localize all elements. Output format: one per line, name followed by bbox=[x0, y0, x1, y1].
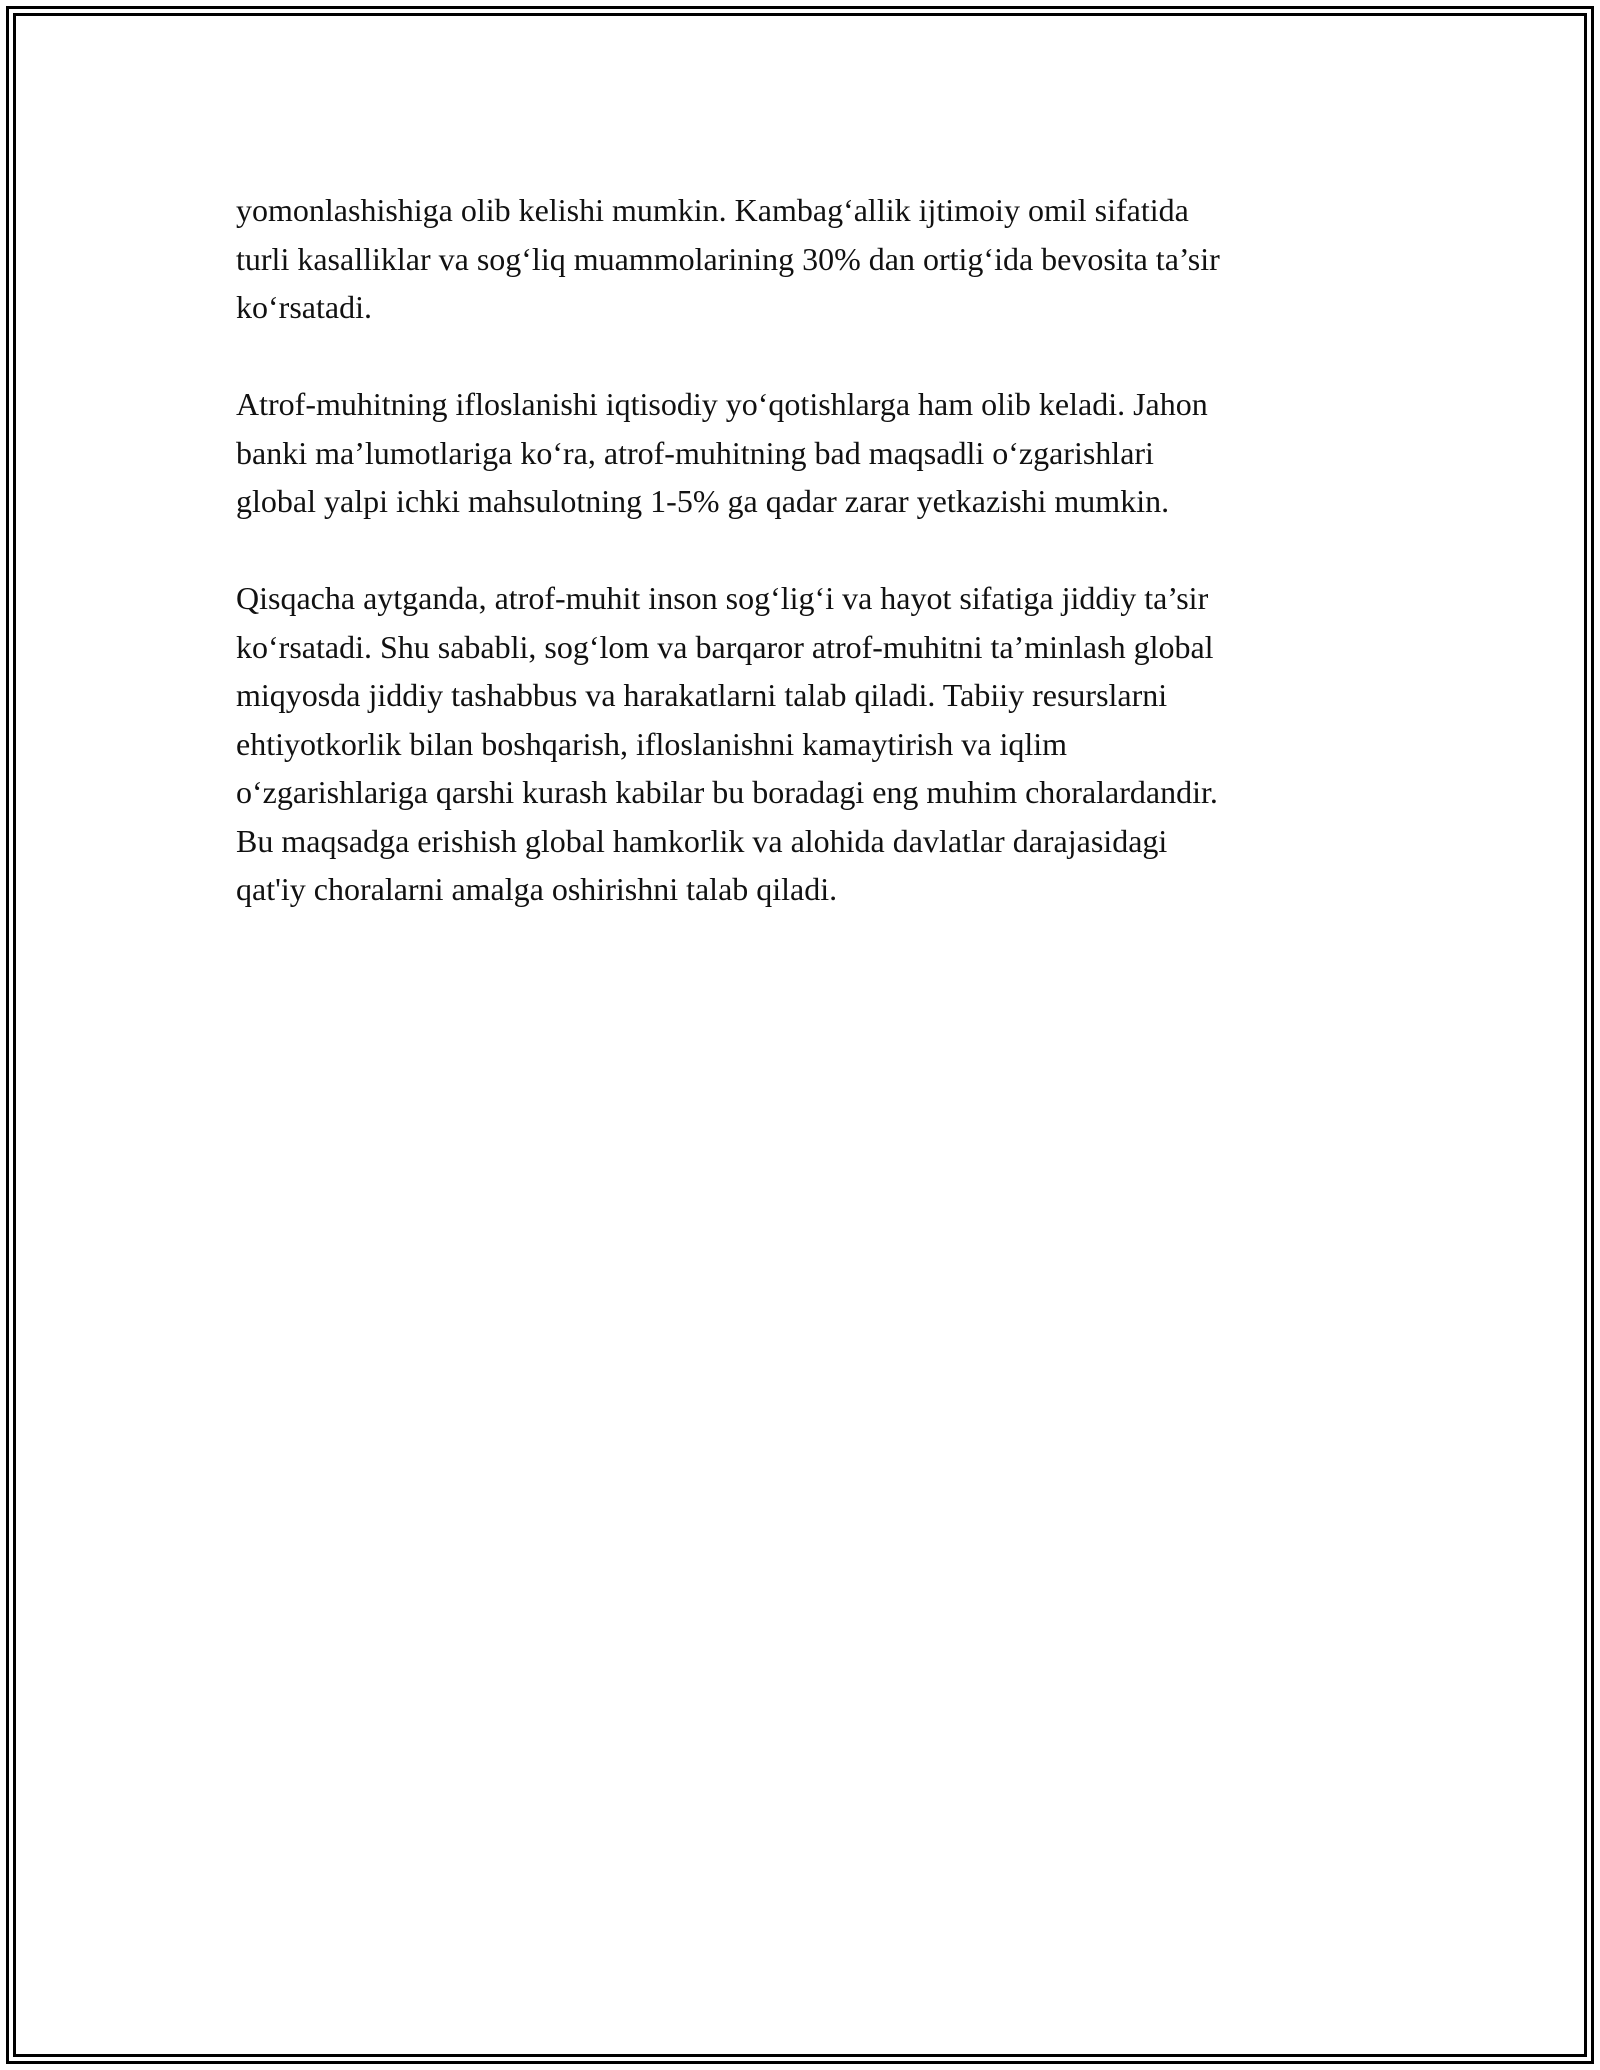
text-line: o‘zgarishlariga qarshi kurash kabilar bu boradagi eng muhim choralardandir. bbox=[236, 774, 1218, 810]
paragraph-conclusion bbox=[236, 574, 1386, 914]
text-line: ko‘rsatadi. bbox=[236, 289, 372, 325]
text-line: Atrof-muhitning ifloslanishi iqtisodiy yo‘qotishlarga ham olib keladi. Jahon bbox=[236, 386, 1208, 422]
document-body bbox=[236, 186, 1386, 962]
paragraph-economic-losses bbox=[236, 380, 1386, 526]
text-line: qat'iy choralarni amalga oshirishni talab qiladi. bbox=[236, 871, 838, 907]
text-line: Bu maqsadga erishish global hamkorlik va alohida davlatlar darajasidagi bbox=[236, 822, 1168, 859]
text-line: ko‘rsatadi. Shu sababli, sog‘lom va barqaror atrof-muhitni ta’minlash global bbox=[236, 628, 1214, 665]
text-line: Qisqacha aytganda, atrof-muhit inson sog‘lig‘i va hayot sifatiga jiddiy ta’sir bbox=[236, 580, 1209, 616]
text-line: turli kasalliklar va sog‘liq muammolarining 30% dan ortig‘ida bevosita ta’sir bbox=[236, 240, 1220, 277]
text-line: miqyosda jiddiy tashabbus va harakatlarni talab qiladi. Tabiiy resurslarni bbox=[236, 677, 1168, 713]
text-line: ehtiyotkorlik bilan boshqarish, ifloslanishni kamaytirish va iqlim bbox=[236, 725, 1068, 762]
text-line: yomonlashishiga olib kelishi mumkin. Kambag‘allik ijtimoiy omil sifatida bbox=[236, 192, 1189, 228]
paragraph-poverty-health bbox=[236, 186, 1386, 332]
text-line: banki ma’lumotlariga ko‘ra, atrof-muhitning bad maqsadli o‘zgarishlari bbox=[236, 434, 1154, 471]
text-line: global yalpi ichki mahsulotning 1-5% ga qadar zarar yetkazishi mumkin. bbox=[236, 483, 1170, 519]
